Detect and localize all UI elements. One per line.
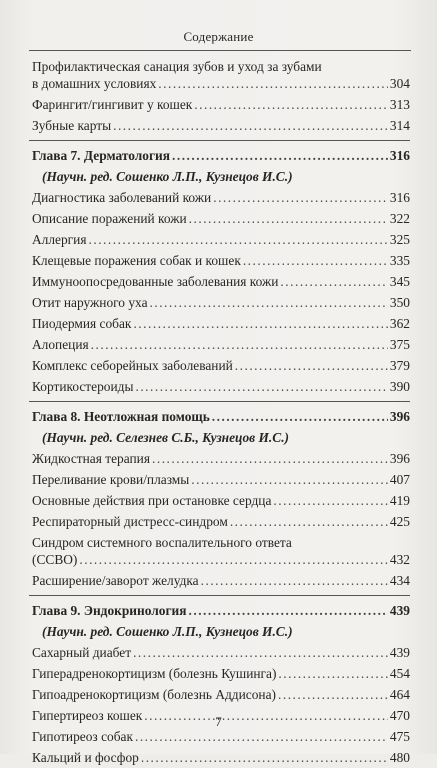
toc-entry-title: Жидкостная терапия [32,451,150,466]
leader-dots [133,642,388,663]
chapter-title: Глава 7. Дерматология [32,148,170,163]
leader-dots [273,490,387,511]
toc-entry-title: Комплекс себорейных заболеваний [32,358,233,373]
toc-entry-title-line2: в домашних условиях [32,76,157,91]
toc-entry-title: Кортикостероиды [32,379,134,394]
toc-entry-page: 432 [389,552,410,567]
chapter-page: 316 [389,148,410,163]
toc-entry-page: 335 [389,253,410,268]
toc-entry-title: Отит наружного уха [32,295,148,310]
leader-dots [150,292,388,313]
section-divider [29,140,410,141]
toc-entry-title: Кальций и фосфор [32,750,139,765]
toc-entry[interactable] [32,663,410,684]
toc-entry-title: Аллергия [32,232,87,247]
toc-entry-page: 454 [389,666,410,681]
toc-entry-title-line2: (ССВО) [32,552,78,567]
toc-entry-title: Переливание крови/плазмы [32,472,190,487]
toc-entry[interactable] [32,94,410,115]
leader-dots [189,600,388,621]
toc-entry[interactable] [32,490,410,511]
toc-entry-title: Иммуноопосредованные заболевания кожи [32,274,279,289]
toc-entry[interactable] [32,250,410,271]
toc-entry[interactable] [32,469,410,490]
toc-entry-page: 464 [389,687,410,702]
chapter-page: 439 [389,603,410,618]
toc-entry[interactable] [32,448,410,469]
toc-entry-page: 475 [389,729,410,744]
toc-entry-page: 425 [389,514,410,529]
toc-entry-page: 314 [389,118,410,133]
leader-dots [189,208,388,229]
toc-entry-title: Сахарный диабет [32,645,132,660]
toc-entry-page: 362 [389,316,410,331]
toc-entry-page: 325 [389,232,410,247]
chapter-heading[interactable] [32,406,410,427]
section-divider [29,595,410,596]
toc-entry-page: 304 [389,76,410,91]
toc-entry-page: 480 [389,750,410,765]
toc-entry-page: 350 [389,295,410,310]
toc-entry-title-line1: Синдром системного воспалительного ответа [32,535,292,550]
leader-dots [212,406,388,427]
toc-entry[interactable] [32,570,410,591]
chapter-editors: (Научн. ред. Селезнев С.Б., Кузнецов И.С.) [42,430,290,445]
toc-entry[interactable] [32,313,410,334]
toc-entry[interactable] [32,187,410,208]
toc-entry-title-line1: Профилактическая санация зубов и уход за зубами [32,59,322,74]
leader-dots [79,549,388,570]
toc-entry-page: 316 [389,190,410,205]
toc-entry[interactable] [32,684,410,705]
toc-entry-title: Гипертиреоз кошек [32,708,143,723]
leader-dots [213,187,388,208]
leader-dots [113,115,388,136]
toc-entry-page: 345 [389,274,410,289]
toc-entry-title: Клещевые поражения собак и кошек [32,253,241,268]
toc-entry-title: Зубные карты [32,118,112,133]
header-rule [29,50,411,51]
toc-entry-page: 470 [389,708,410,723]
leader-dots [194,94,388,115]
toc-entry-title: Описание поражений кожи [32,211,187,226]
toc-entry[interactable] [32,271,410,292]
chapter-editors: (Научн. ред. Сошенко Л.П., Кузнецов И.С.) [42,624,293,639]
chapter-heading[interactable] [32,145,410,166]
toc-entry[interactable] [32,334,410,355]
toc-entry-title: Респираторный дистресс-синдром [32,514,228,529]
toc-entry-title: Гиперадренокортицизм (болезнь Кушинга) [32,666,277,681]
toc-entry[interactable] [32,229,410,250]
table-of-contents [32,56,410,768]
chapter-page: 396 [389,409,410,424]
page-number: 7 [215,714,222,729]
toc-entry-title: Расширение/заворот желудка [32,573,199,588]
leader-dots [152,448,388,469]
chapter-editors: (Научн. ред. Сошенко Л.П., Кузнецов И.С.) [42,169,293,184]
leader-dots [243,250,388,271]
toc-entry-title: Диагностика заболеваний кожи [32,190,212,205]
toc-entry[interactable] [32,56,410,94]
toc-entry-title: Гипотиреоз собак [32,729,133,744]
leader-dots [230,511,388,532]
toc-entry-title: Фарингит/гингивит у кошек [32,97,193,112]
chapter-heading[interactable] [32,600,410,621]
toc-entry-title: Основные действия при остановке сердца [32,493,272,508]
toc-entry[interactable] [32,355,410,376]
leader-dots [133,313,387,334]
toc-entry-page: 379 [389,358,410,373]
leader-dots [135,376,387,397]
leader-dots [141,747,388,768]
toc-entry-page: 419 [389,493,410,508]
chapter-title: Глава 8. Неотложная помощь [32,409,210,424]
toc-entry-page: 396 [389,451,410,466]
toc-entry[interactable] [32,532,410,570]
leader-dots [172,145,388,166]
toc-entry[interactable] [32,511,410,532]
toc-entry-title: Алопеция [32,337,89,352]
toc-entry[interactable] [32,747,410,768]
leader-dots [89,229,388,250]
toc-entry-page: 434 [389,573,410,588]
leader-dots [278,663,387,684]
leader-dots [280,271,387,292]
chapter-title: Глава 9. Эндокринология [32,603,187,618]
toc-entry-page: 439 [389,645,410,660]
toc-entry-page: 313 [389,97,410,112]
leader-dots [191,469,388,490]
toc-entry-title: Пиодермия собак [32,316,132,331]
leader-dots [158,73,388,94]
page-header-title: Содержание [183,29,254,44]
toc-entry-page: 390 [389,379,410,394]
toc-entry-page: 322 [389,211,410,226]
toc-entry[interactable] [32,292,410,313]
toc-entry[interactable] [32,642,410,663]
toc-entry-page: 407 [389,472,410,487]
section-divider [29,401,410,402]
toc-entry-page: 375 [389,337,410,352]
toc-entry[interactable] [32,208,410,229]
toc-entry-title: Гипоадренокортицизм (болезнь Аддисона) [32,687,276,702]
leader-dots [91,334,388,355]
toc-entry[interactable] [32,376,410,397]
leader-dots [235,355,388,376]
toc-entry[interactable] [32,115,410,136]
leader-dots [201,570,388,591]
leader-dots [278,684,388,705]
